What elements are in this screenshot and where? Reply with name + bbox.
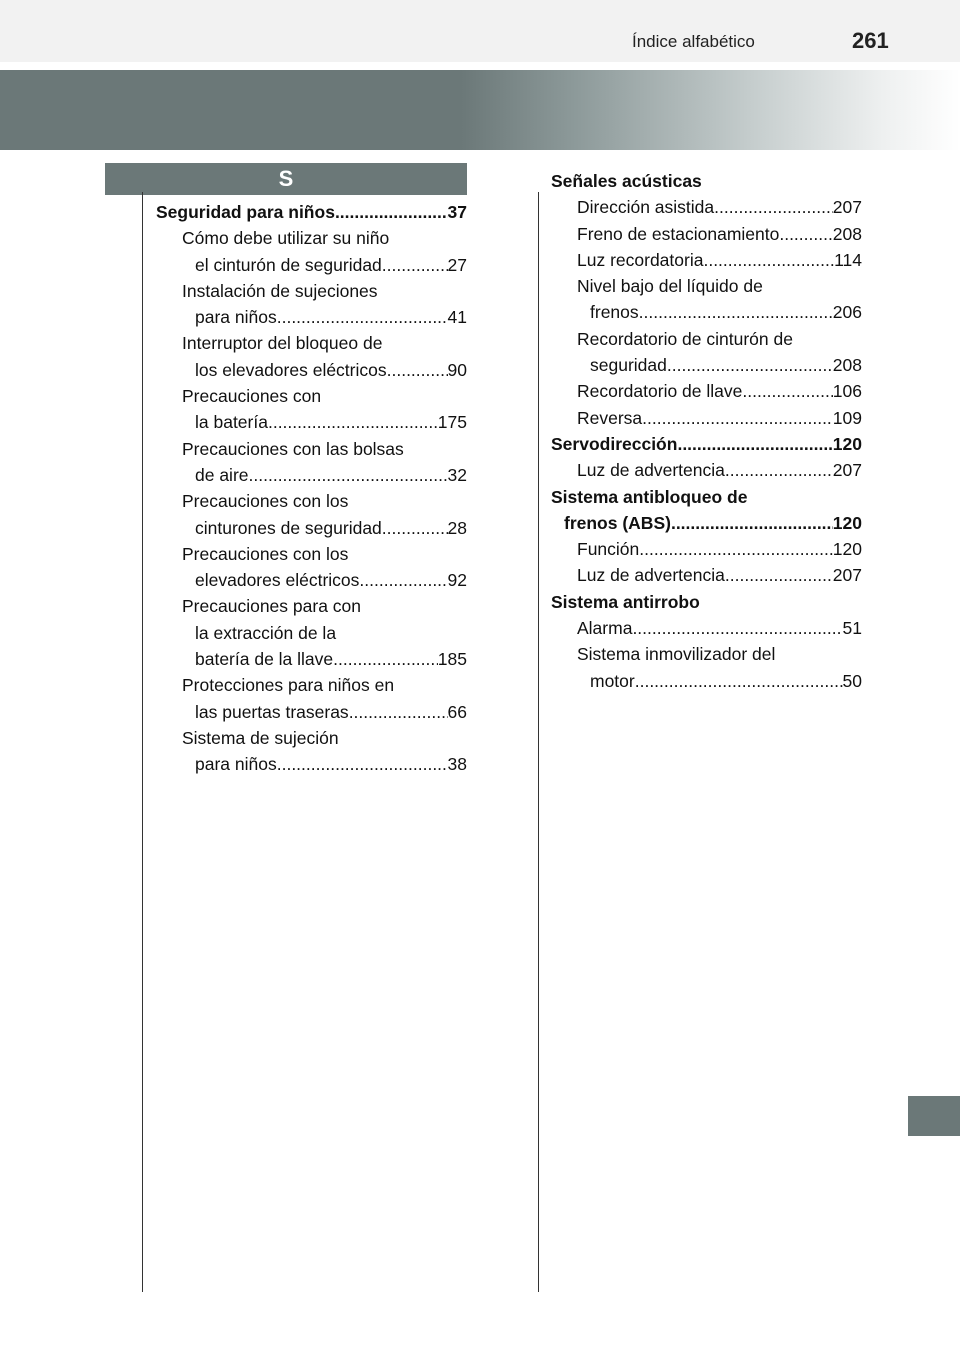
section-letter-header: S [105,163,467,195]
index-entry-text: Sistema antirrobo [551,591,700,612]
dot-leader [742,378,832,404]
decorative-gradient-band [0,70,960,150]
index-entry [156,225,467,251]
index-entry-page: 37 [447,202,467,222]
index-entry-page: 66 [447,701,467,722]
index-entry-text: la batería [195,412,268,433]
index-entry-page: 109 [832,407,862,428]
index-entry-page: 207 [832,565,862,586]
index-entry [156,593,467,619]
index-entry-text: Precauciones con las bolsas [182,438,404,459]
index-entry-page: 175 [437,412,467,433]
dot-leader [382,515,448,541]
index-entry-page: 50 [842,670,862,691]
index-entry-text: Luz recordatoria [577,249,704,270]
index-entry [156,330,467,356]
index-entry-text: Dirección asistida [577,197,715,218]
dot-leader [277,751,448,777]
index-entry-text: Instalación de sujeciones [182,280,378,301]
index-entry [551,562,862,588]
index-entry-page: 207 [832,460,862,481]
index-entry-text: Recordatorio de cinturón de [577,328,793,349]
index-entry-page: 120 [832,433,862,454]
index-entry-text: el cinturón de seguridad [195,254,382,275]
page-header-title: Índice alfabético [632,32,755,51]
dot-leader [779,221,832,247]
index-entry-text: Precauciones para con [182,596,361,617]
dot-leader [359,567,447,593]
index-entry [156,515,467,541]
dot-leader [335,199,448,225]
page-number: 261 [852,28,889,53]
dot-leader [671,510,833,536]
index-entry-text: Seguridad para niños [156,202,335,222]
dot-leader [333,646,438,672]
dot-leader [249,462,448,488]
index-entry-page: 208 [832,355,862,376]
index-entry-text: Recordatorio de llave [577,381,743,402]
index-entry-text: Luz de advertencia [577,565,725,586]
index-entry [551,299,862,325]
index-entry-text: Función [577,539,640,560]
index-entry [156,488,467,514]
index-entry-page: 27 [447,254,467,275]
dot-leader [635,668,843,694]
index-entry-page: 32 [447,464,467,485]
index-entry [156,304,467,330]
index-entry [156,383,467,409]
index-entry-text: Luz de advertencia [577,460,725,481]
index-entry [551,484,862,510]
index-entry-text: Precauciones con [182,386,322,407]
index-entry-text: Señales acústicas [551,171,702,191]
dot-leader [277,304,448,330]
index-entry-text: elevadores eléctricos [195,570,360,591]
index-entry-text: las puertas traseras [195,701,349,722]
index-entry [156,409,467,435]
index-column-right [551,168,862,694]
index-entry-page: 114 [834,249,862,270]
index-entry-page: 207 [832,197,862,218]
index-entry-text: Precauciones con los [182,491,349,512]
index-entry-text: Sistema antibloqueo de [551,486,748,507]
dot-leader [714,194,833,220]
index-entry [156,725,467,751]
index-entry-text: Cómo debe utilizar su niño [182,228,390,249]
dot-leader [639,299,833,325]
index-entry-text: seguridad [590,355,667,376]
dot-leader [642,405,833,431]
index-entry-page: 28 [447,517,467,538]
index-entry-text: Alarma [577,618,633,639]
index-entry [551,273,862,299]
index-column-left [156,199,467,778]
index-entry-page: 38 [447,754,467,775]
index-entry-page: 92 [447,570,467,591]
index-entry [156,751,467,777]
dot-leader [667,352,833,378]
dot-leader [632,615,842,641]
index-entry [156,620,467,646]
index-entry [156,436,467,462]
index-entry [156,357,467,383]
index-entry [551,247,862,273]
index-entry-text: batería de la llave [195,649,334,670]
index-entry [156,252,467,278]
index-entry-page: 206 [832,302,862,323]
index-entry [551,221,862,247]
index-entry-text: los elevadores eléctricos [195,359,387,380]
index-entry [551,352,862,378]
index-entry-text: Interruptor del bloqueo de [182,333,383,354]
dot-leader [387,357,448,383]
index-entry-text: Precauciones con los [182,543,349,564]
index-entry [156,567,467,593]
index-entry [551,668,862,694]
index-entry-page: 120 [832,512,862,533]
index-entry [156,672,467,698]
index-entry-text: para niños [195,754,277,775]
index-entry [551,615,862,641]
index-entry-page: 185 [437,649,467,670]
index-entry [551,457,862,483]
dot-leader [349,699,448,725]
index-entry [551,536,862,562]
index-entry-text: Freno de estacionamiento [577,223,780,244]
dot-leader [382,252,448,278]
index-entry [551,194,862,220]
index-entry [551,510,862,536]
index-entry-page: 90 [447,359,467,380]
index-entry [551,589,862,615]
index-entry-page: 41 [447,307,467,328]
index-entry [551,168,862,194]
index-entry-text: Reversa [577,407,643,428]
index-entry-text: de aire [195,464,249,485]
index-entry [156,541,467,567]
index-entry-page: 208 [832,223,862,244]
index-entry [551,326,862,352]
left-column-rule [142,192,143,1292]
index-entry [551,378,862,404]
index-entry-text: Sistema de sujeción [182,727,339,748]
index-entry [551,405,862,431]
right-column-rule [538,192,539,1292]
index-entry [156,699,467,725]
index-entry [551,431,862,457]
dot-leader [725,457,833,483]
index-entry [156,199,467,225]
index-side-tab [908,1096,960,1136]
dot-leader [725,562,833,588]
index-entry-page: 120 [832,539,862,560]
dot-leader [268,409,438,435]
index-entry-text: frenos [590,302,639,323]
index-entry-text: frenos (ABS) [564,512,671,533]
index-entry [551,641,862,667]
index-entry-text: cinturones de seguridad [195,517,382,538]
index-entry-text: para niños [195,307,277,328]
index-entry-text: motor [590,670,635,691]
dot-leader [677,431,832,457]
index-entry-text: Protecciones para niños en [182,675,395,696]
dot-leader [639,536,833,562]
index-entry-text: la extracción de la [195,622,337,643]
index-entry [156,462,467,488]
index-entry [156,278,467,304]
page-header-bar [0,0,960,62]
index-entry-page: 106 [832,381,862,402]
dot-leader [703,247,834,273]
index-entry [156,646,467,672]
index-entry-text: Nivel bajo del líquido de [577,276,763,297]
index-entry-text: Servodirección [551,433,678,454]
index-entry-text: Sistema inmovilizador del [577,644,776,665]
index-entry-page: 51 [842,618,862,639]
